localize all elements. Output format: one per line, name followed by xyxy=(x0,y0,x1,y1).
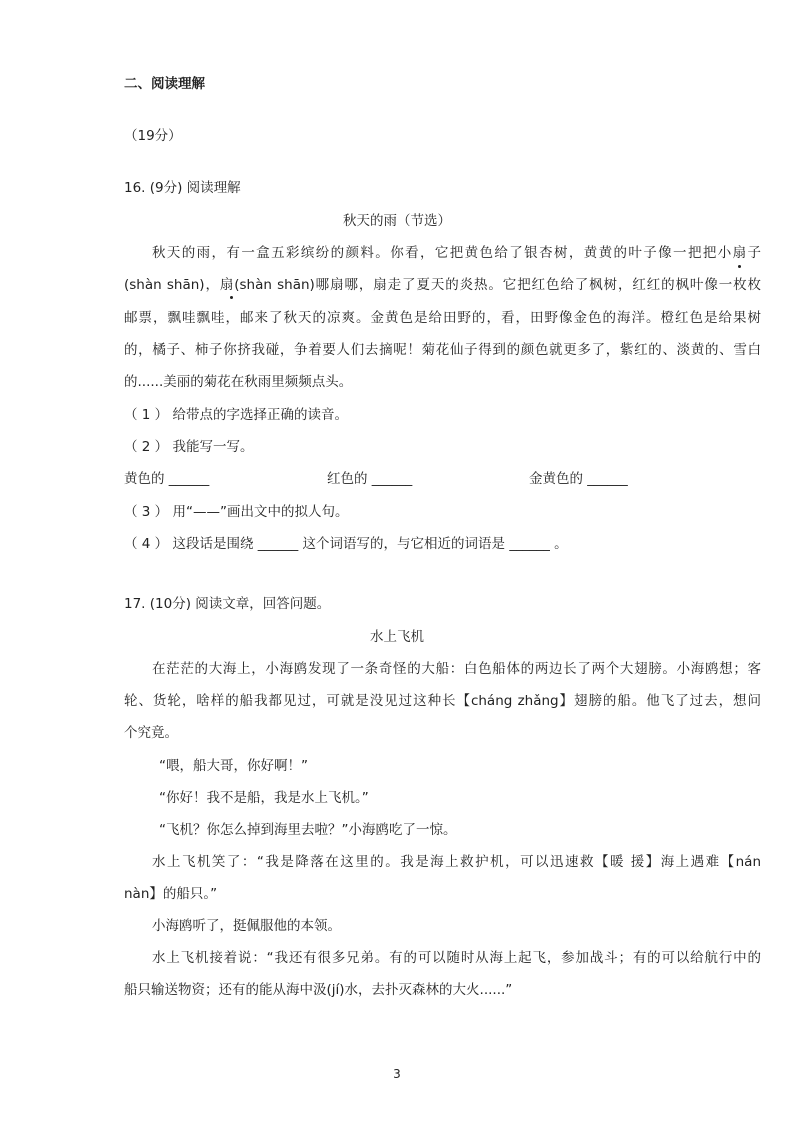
q17-dialogue-line: “你好！我不是船，我是水上飞机。” xyxy=(159,790,369,806)
q16-sub3: （ 3 ） 用“——”画出文中的拟人句。 xyxy=(124,504,349,520)
q16-paragraph-line: 的，橘子、柿子你挤我碰，争着要人们去摘呢！菊花仙子得到的颜色就更多了，紫红的、淡黄的、雪白 xyxy=(124,342,761,358)
page-number: 3 xyxy=(393,1067,401,1081)
fill-blank-gold[interactable]: 金黄色的 ______ xyxy=(529,471,628,487)
q17-text-line: 在茫茫的大海上，小海鸥发现了一条奇怪的大船：白色船体的两边长了两个大翅膀。小海鸥想；客 xyxy=(152,661,761,677)
q16-header: 16. (9分) 阅读理解 xyxy=(124,180,241,196)
q17-header: 17. (10分) 阅读文章，回答问题。 xyxy=(124,596,331,612)
q17-text-line: 小海鸥听了，挺佩服他的本领。 xyxy=(152,918,341,934)
q16-paragraph-line: 秋天的雨，有一盒五彩缤纷的颜料。你看，它把黄色给了银杏树，黄黄的叶子像一把把小扇子 xyxy=(152,245,761,261)
section-heading: 二、阅读理解 xyxy=(124,76,205,92)
q17-text-line: 船只输送物资；还有的能从海中汲(jí)水，去扑灭森林的大火......” xyxy=(124,982,513,998)
q16-paragraph-line: (shàn shān)，扇(shàn shān)哪扇哪，扇走了夏天的炎热。它把红色给了枫树，红红的枫叶像一枚枚 xyxy=(124,277,761,293)
q17-passage-title: 水上飞机 xyxy=(370,629,424,645)
emphasis-dot xyxy=(230,296,233,299)
q16-sub4[interactable]: （ 4 ） 这段话是围绕 ______ 这个词语写的，与它相近的词语是 ______ 。 xyxy=(124,536,568,552)
q17-text-line: 水上飞机笑了：“我是降落在这里的。我是海上救护机，可以迅速救【暖 援】海上遇难【nán xyxy=(152,854,761,870)
q16-paragraph-line: 的......美丽的菊花在秋雨里频频点头。 xyxy=(124,374,353,390)
q17-text-line: 个究竟。 xyxy=(124,725,178,741)
fill-blank-red[interactable]: 红色的 ______ xyxy=(327,471,413,487)
q17-dialogue-line: “喂，船大哥，你好啊！” xyxy=(159,758,308,774)
fill-blank-yellow[interactable]: 黄色的 ______ xyxy=(124,471,210,487)
q17-text-line: nàn】的船只。” xyxy=(124,886,218,902)
section-points: （19分） xyxy=(124,128,182,144)
q16-sub2: （ 2 ） 我能写一写。 xyxy=(124,439,254,455)
q16-passage-title: 秋天的雨（节选） xyxy=(343,213,451,229)
emphasis-dot xyxy=(738,265,741,268)
q17-text-line: 水上飞机接着说：“我还有很多兄弟。有的可以随时从海上起飞，参加战斗；有的可以给航行中的 xyxy=(152,950,761,966)
q17-text-line: 轮、货轮，啥样的船我都见过，可就是没见过这种长【cháng zhǎng】翅膀的船。他飞了过去，想问 xyxy=(124,693,761,709)
q16-paragraph-line: 邮票，飘哇飘哇，邮来了秋天的凉爽。金黄色是给田野的，看，田野像金色的海洋。橙红色是给果树 xyxy=(124,310,761,326)
q17-dialogue-line: “飞机？你怎么掉到海里去啦？”小海鸥吃了一惊。 xyxy=(159,822,457,838)
q16-sub1: （ 1 ） 给带点的字选择正确的读音。 xyxy=(124,407,348,423)
